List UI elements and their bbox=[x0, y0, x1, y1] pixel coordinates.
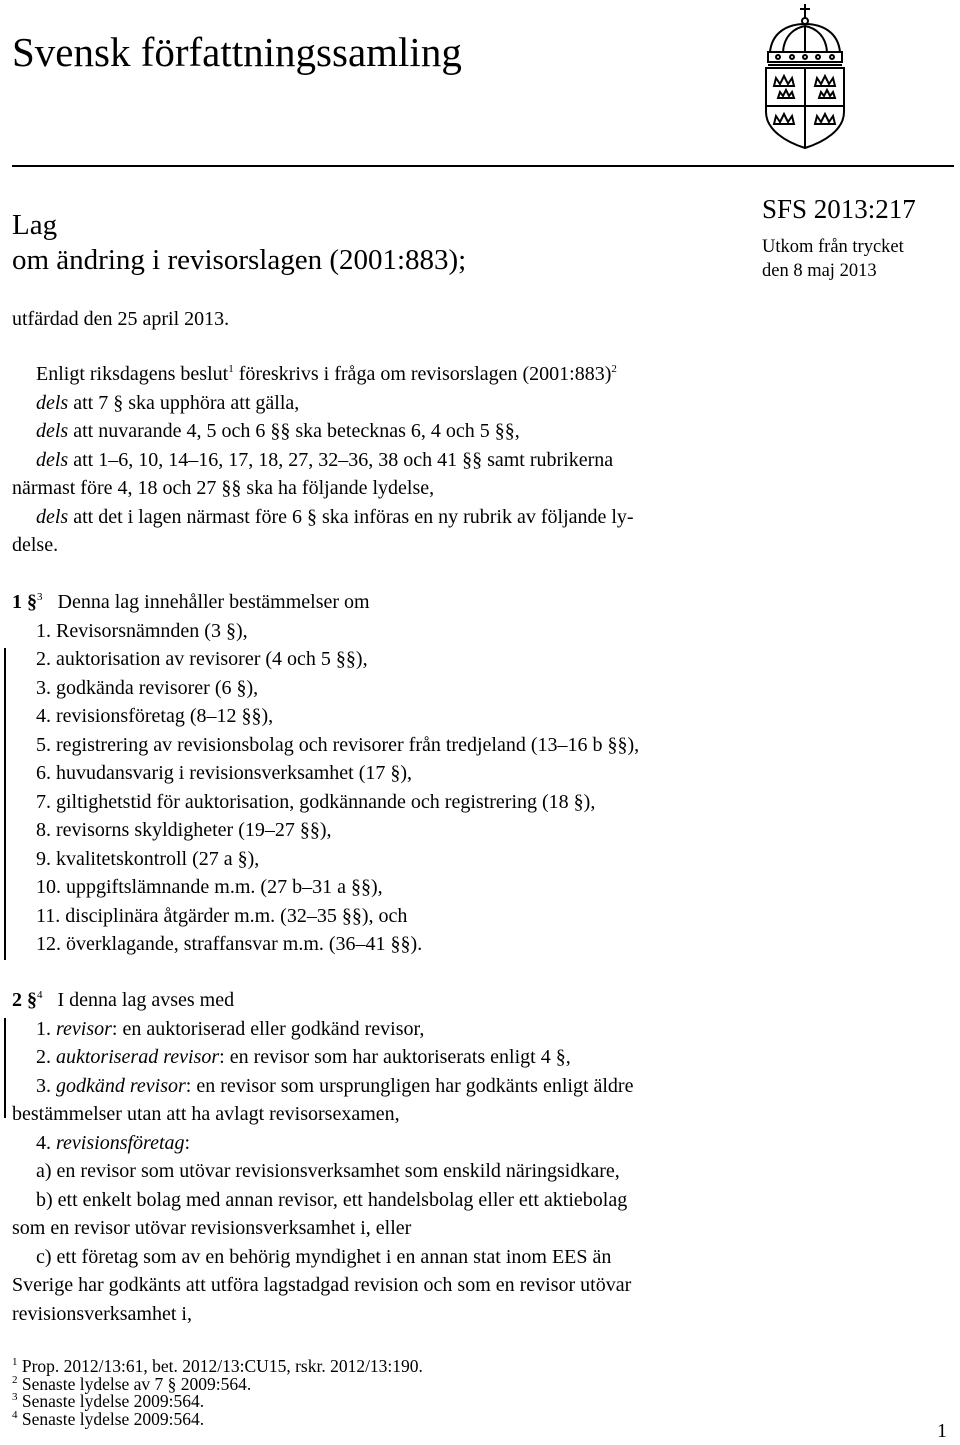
footnote: $^2$ Senaste lydelse av 7 § 2009:564. bbox=[12, 1373, 252, 1394]
section-2 bbox=[12, 986, 737, 1328]
page-number: 1 bbox=[937, 1420, 947, 1442]
footnote-ref: 4 bbox=[37, 989, 43, 1002]
intro-line: dels att 1–6, 10, 14–16, 17, 18, 27, 32–36, 38 och 41 §§ samt rubrikerna bbox=[36, 448, 614, 471]
law-title-line1: Lag bbox=[12, 209, 58, 241]
list-item: 1. Revisorsnämnden (3 §), bbox=[36, 619, 248, 642]
list-item: 3. godkända revisorer (6 §), bbox=[36, 676, 259, 699]
intro-line: dels att nuvarande 4, 5 och 6 §§ ska betecknas 6, 4 och 5 §§, bbox=[36, 420, 520, 442]
header-rule bbox=[12, 165, 954, 167]
footnote: $^1$ Prop. 2012/13:61, bet. 2012/13:CU15, rskr. 2012/13:190. bbox=[12, 1356, 423, 1376]
intro-paragraph bbox=[12, 360, 737, 560]
definition-continuation: bestämmelser utan att ha avlagt revisorsexamen, bbox=[12, 1103, 400, 1125]
list-item: 7. giltighetstid för auktorisation, godkännande och registrering (18 §), bbox=[36, 790, 596, 813]
change-bar bbox=[4, 648, 6, 960]
intro-line: närmast före 4, 18 och 27 §§ ska ha följande lydelse, bbox=[12, 477, 435, 499]
change-bar bbox=[4, 1018, 6, 1118]
section-1 bbox=[12, 588, 737, 959]
sfs-published-date: den 8 maj 2013 bbox=[762, 261, 877, 281]
issued-date: utfärdad den 25 april 2013. bbox=[12, 308, 230, 330]
law-title bbox=[12, 208, 466, 278]
list-item: 11. disciplinära åtgärder m.m. (32–35 §§), och bbox=[36, 904, 408, 927]
section-1-label: 1 § bbox=[12, 591, 37, 613]
subitem-b-continuation: som en revisor utövar revisionsverksamhet i, eller bbox=[12, 1217, 412, 1239]
intro-line: delse. bbox=[12, 534, 59, 556]
subitem-a: a) en revisor som utövar revisionsverksamhet som enskild näringsidkare, bbox=[36, 1160, 620, 1182]
section-1-heading: 1 §$^3$ Denna lag innehåller bestämmelser om bbox=[12, 591, 370, 613]
footnote: $^4$ Senaste lydelse 2009:564. bbox=[12, 1408, 205, 1429]
definition-item: 3. godkänd revisor: en revisor som ursprungligen har godkänts enligt äldre bbox=[36, 1074, 634, 1097]
sfs-published-label: Utkom från trycket bbox=[762, 237, 904, 257]
subitem-c: c) ett företag som av en behörig myndighet i en annan stat inom EES än bbox=[36, 1245, 612, 1268]
list-item: 9. kvalitetskontroll (27 a §), bbox=[36, 847, 260, 870]
definition-item: 4. revisionsföretag: bbox=[36, 1131, 191, 1154]
sfs-publication-info bbox=[762, 235, 904, 283]
law-title-line2: om ändring i revisorslagen (2001:883); bbox=[12, 244, 467, 276]
definition-item: 2. auktoriserad revisor: en revisor som har auktoriserats enligt 4 §, bbox=[36, 1046, 571, 1068]
footnote-ref: 2 bbox=[611, 363, 617, 376]
footnote-ref: 3 bbox=[37, 591, 43, 604]
sfs-number: SFS 2013:217 bbox=[762, 194, 916, 224]
list-item: 5. registrering av revisionsbolag och revisorer från tredjeland (13–16 b §§), bbox=[36, 733, 640, 756]
subitem-c-continuation: revisionsverksamhet i, bbox=[12, 1302, 192, 1325]
footnotes bbox=[12, 1358, 952, 1428]
section-2-label: 2 § bbox=[12, 989, 37, 1011]
subitem-b: b) ett enkelt bolag med annan revisor, ett handelsbolag eller ett aktiebolag bbox=[36, 1188, 628, 1211]
list-item: 6. huvudansvarig i revisionsverksamhet (17 §), bbox=[36, 762, 413, 784]
list-item: 8. revisorns skyldigheter (19–27 §§), bbox=[36, 819, 332, 841]
subitem-c-continuation: Sverige har godkänts att utföra lagstadgad revision och som en revisor utövar bbox=[12, 1274, 632, 1296]
footnote-ref: 1 bbox=[228, 363, 234, 376]
intro-line: Enligt riksdagens beslut$^1$ föreskrivs i fråga om revisorslagen (2001:883)$^2$ bbox=[36, 363, 617, 385]
list-item: 2. auktorisation av revisorer (4 och 5 §§), bbox=[36, 648, 368, 670]
intro-line: dels att 7 § ska upphöra att gälla, bbox=[36, 391, 300, 414]
list-item: 10. uppgiftslämnande m.m. (27 b–31 a §§), bbox=[36, 876, 383, 898]
definition-item: 1. revisor: en auktoriserad eller godkänd revisor, bbox=[36, 1017, 425, 1040]
masthead-title: Svensk författningssamling bbox=[12, 29, 462, 75]
section-2-heading: 2 §$^4$ I denna lag avses med bbox=[12, 989, 235, 1011]
intro-line: dels att det i lagen närmast före 6 § ska införas en ny rubrik av följande ly- bbox=[36, 505, 634, 528]
swedish-royal-crest-icon bbox=[758, 2, 864, 152]
footnote: $^3$ Senaste lydelse 2009:564. bbox=[12, 1391, 205, 1411]
list-item: 12. överklagande, straffansvar m.m. (36–41 §§). bbox=[36, 933, 423, 955]
list-item: 4. revisionsföretag (8–12 §§), bbox=[36, 705, 274, 727]
